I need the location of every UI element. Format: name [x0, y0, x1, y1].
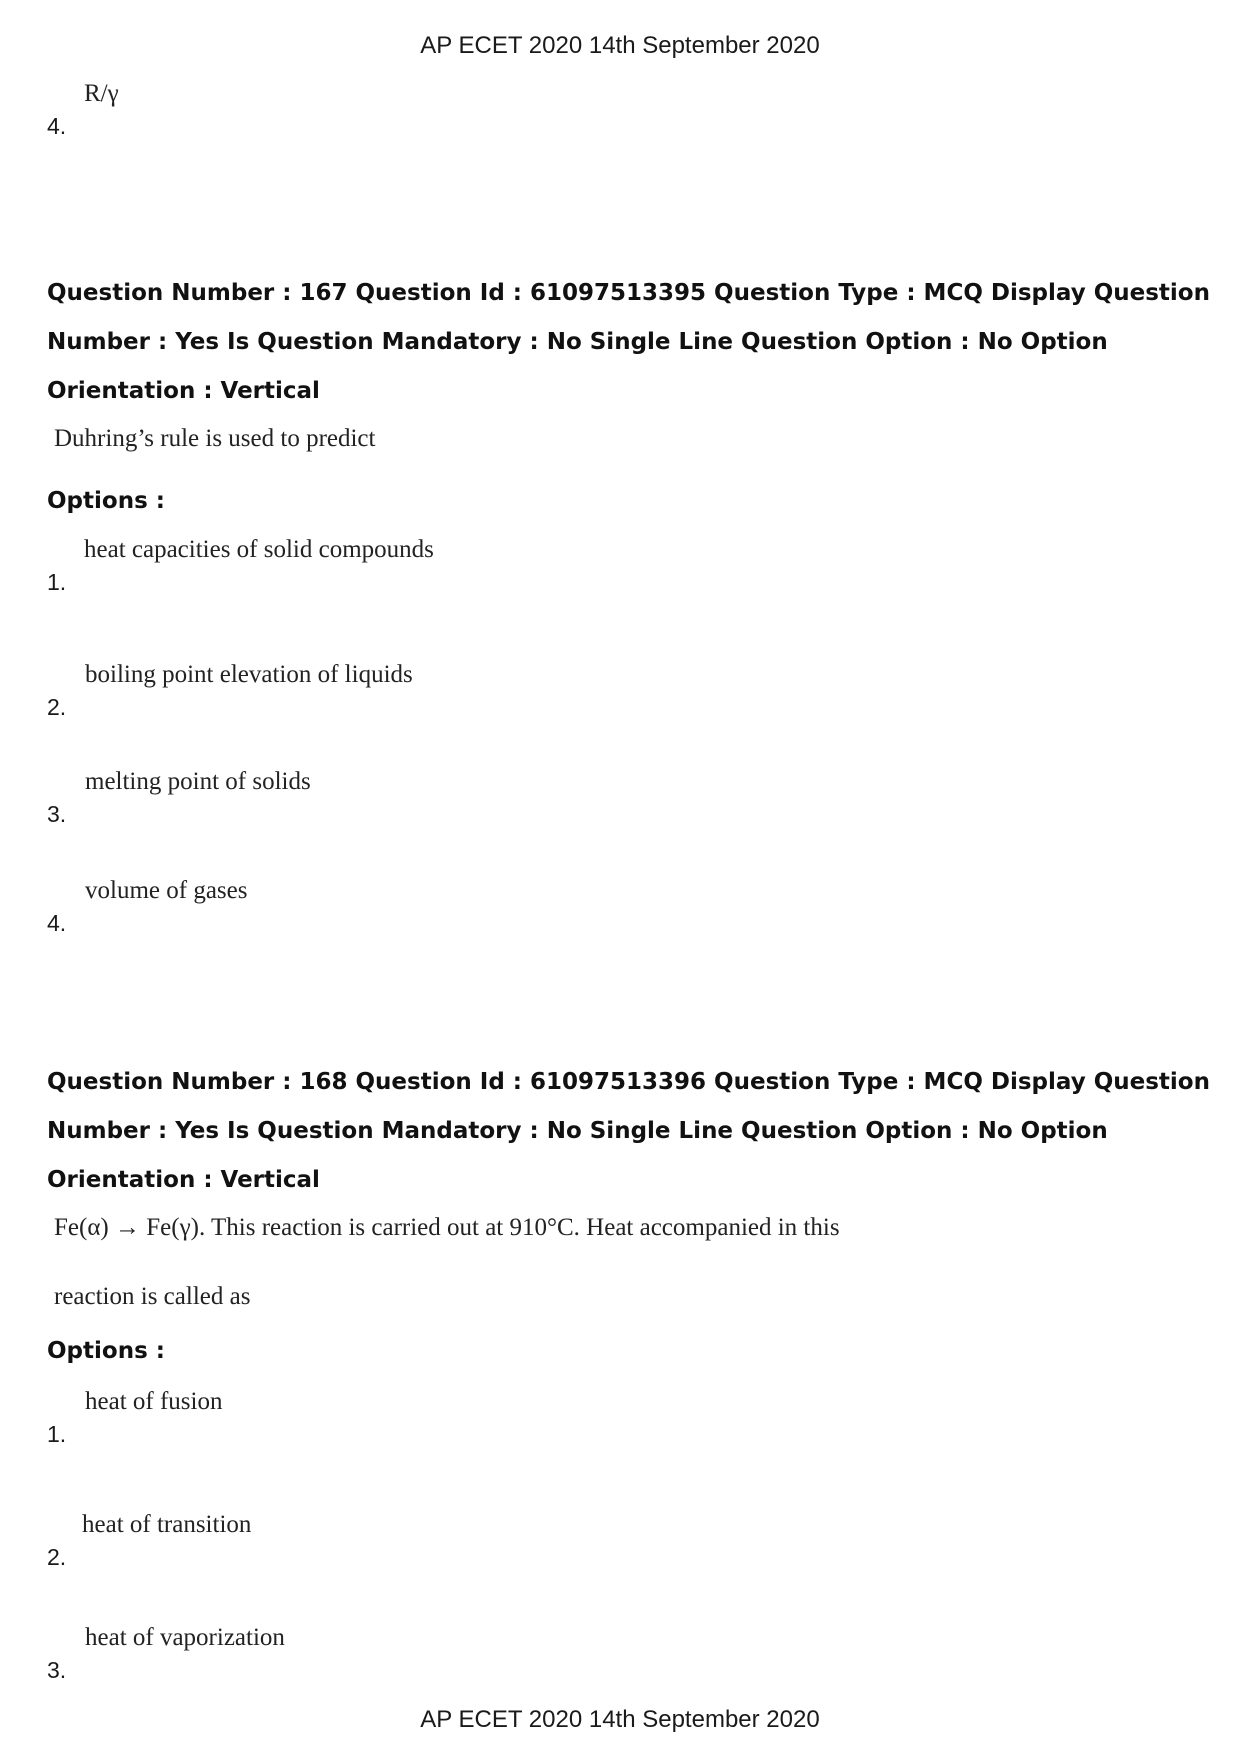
question-meta-line: Question Number : 167 Question Id : 61097513395 Question Type : MCQ Display Question [47, 280, 1210, 306]
option-text: R/γ [84, 80, 119, 107]
question-167-option-2 [47, 661, 1047, 721]
page-footer: AP ECET 2020 14th September 2020 [420, 1706, 820, 1733]
question-168-option-1 [47, 1388, 1047, 1448]
question-meta-line: Question Number : 168 Question Id : 61097513396 Question Type : MCQ Display Question [47, 1069, 1210, 1095]
option-number: 3. [47, 1657, 67, 1683]
option-number: 3. [47, 801, 67, 827]
option-number: 4. [47, 113, 67, 139]
option-number: 2. [47, 1544, 67, 1570]
option-text: volume of gases [85, 877, 248, 904]
option-text: heat of transition [82, 1511, 252, 1538]
question-meta-line: Orientation : Vertical [47, 378, 320, 404]
question-167-option-3 [47, 768, 1047, 828]
question-168-option-3 [47, 1624, 1047, 1684]
page-header: AP ECET 2020 14th September 2020 [420, 32, 820, 59]
option-text: heat capacities of solid compounds [84, 536, 434, 563]
question-167-options-label: Options : [47, 488, 165, 514]
option-text: heat of fusion [85, 1388, 223, 1415]
question-167-text: Duhring’s rule is used to predict [54, 425, 376, 452]
question-168-header [47, 1058, 1210, 1205]
question-168-options-label: Options : [47, 1338, 165, 1364]
question-167-option-4 [47, 877, 1047, 937]
prev-question-option-4 [47, 80, 1047, 140]
question-167-option-1 [47, 536, 1047, 596]
option-number: 2. [47, 694, 67, 720]
option-number: 1. [47, 569, 67, 595]
question-168-text-line-2: reaction is called as [54, 1283, 251, 1310]
option-number: 4. [47, 910, 67, 936]
question-167-header [47, 269, 1210, 416]
question-168-text-line-1: Fe(α) → Fe(γ). This reaction is carried out at 910°C. Heat accompanied in this [54, 1214, 840, 1241]
question-meta-line: Number : Yes Is Question Mandatory : No Single Line Question Option : No Option [47, 329, 1108, 355]
question-meta-line: Orientation : Vertical [47, 1167, 320, 1193]
question-meta-line: Number : Yes Is Question Mandatory : No Single Line Question Option : No Option [47, 1118, 1108, 1144]
option-number: 1. [47, 1421, 67, 1447]
option-text: boiling point elevation of liquids [85, 661, 413, 688]
option-text: heat of vaporization [85, 1624, 285, 1651]
question-168-option-2 [47, 1511, 1047, 1571]
option-text: melting point of solids [85, 768, 311, 795]
